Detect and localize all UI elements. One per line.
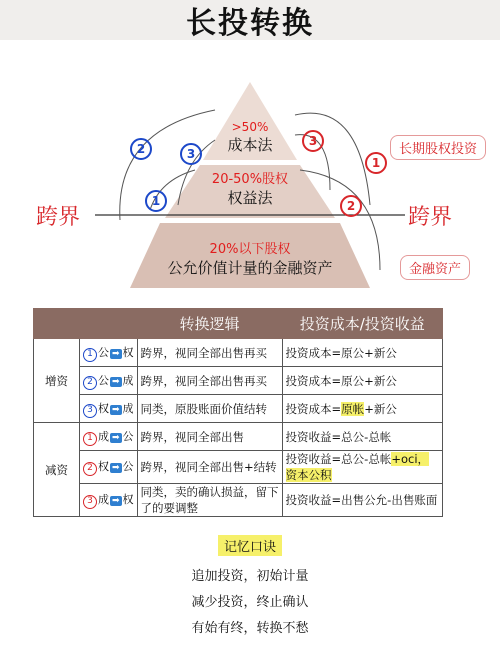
dir-cell: [80, 367, 138, 395]
row-num: 2: [83, 462, 97, 476]
logic-cell: 跨界，视同全部出售: [137, 423, 282, 451]
table-row: [34, 451, 443, 484]
logic-cell: 跨界，视同全部出售+结转: [137, 451, 282, 484]
arrow-right-icon: ➡: [112, 496, 120, 506]
arrow-right-icon: ➡: [112, 463, 120, 473]
from: 公: [98, 373, 109, 387]
result-pre: 投资成本=: [285, 401, 342, 416]
pyramid-top-text: [140, 120, 360, 155]
logic-cell: 跨界，视同全部出售再买: [137, 339, 282, 367]
dir-cell: [80, 395, 138, 423]
circle-num-blue-3: 3: [180, 143, 202, 165]
result-highlight: 原帐: [341, 401, 365, 416]
result-cell: 投资收益=总公-总帐: [282, 423, 442, 451]
memo-line: 减少投资，终止确认: [191, 595, 309, 610]
cross-label-left: 跨界: [36, 205, 81, 230]
dir-cell: [80, 451, 138, 484]
from: 公: [98, 345, 109, 359]
title-bar: [0, 0, 500, 40]
result-post: +新公: [364, 401, 397, 416]
lt-equity-label: 长期股权投资: [390, 135, 486, 160]
table-row: [34, 395, 443, 423]
result-cell: [282, 395, 442, 423]
from: 权: [98, 460, 109, 473]
pyramid-bottom-text: [140, 238, 360, 278]
to: 公: [122, 460, 134, 473]
header-result: 投资成本/投资收益: [282, 309, 442, 339]
header-blank: [34, 309, 138, 339]
to: 成: [122, 373, 134, 387]
dir-cell: [80, 484, 138, 517]
page-title: 长投转换: [186, 6, 314, 41]
result-cell: 投资成本=原公+新公: [282, 367, 442, 395]
dir-cell: [80, 423, 138, 451]
row-num: 2: [83, 376, 97, 390]
group-increase: 增资: [34, 339, 80, 423]
arrow-right-icon: ➡: [112, 376, 120, 387]
memo-line: 追加投资，初始计量: [191, 569, 309, 584]
result-cell: 投资收益=出售公允-出售账面: [282, 484, 442, 517]
memo-title: 记忆口诀: [218, 535, 282, 556]
top-method: 成本法: [227, 136, 273, 154]
result-cell: [282, 451, 442, 484]
top-pct: >50%: [231, 120, 269, 134]
table-row: [34, 423, 443, 451]
conversion-table: [33, 308, 443, 517]
logic-cell: 同类，原股账面价值结转: [137, 395, 282, 423]
circle-num-blue-1: 1: [145, 190, 167, 212]
row-num: 1: [83, 348, 97, 362]
result-pre: 投资收益=总公-总帐: [285, 452, 392, 466]
from: 成: [98, 493, 109, 506]
cross-label-right: 跨界: [408, 205, 453, 230]
from: 权: [98, 401, 109, 415]
result-cell: 投资成本=原公+新公: [282, 339, 442, 367]
table-row: [34, 367, 443, 395]
header-logic: 转换逻辑: [137, 309, 282, 339]
circle-num-red-2: 2: [340, 195, 362, 217]
result-highlight: +oci，资本公积: [285, 452, 430, 482]
circle-num-red-3: 3: [302, 130, 324, 152]
table-row: [34, 339, 443, 367]
table-header-row: [34, 309, 443, 339]
to: 成: [122, 401, 134, 415]
arrow-right-icon: ➡: [112, 432, 120, 443]
pyramid-mid-text: [140, 168, 360, 208]
pyramid-diagram: [0, 40, 500, 300]
bottom-method: 公允价值计量的金融资产: [167, 259, 333, 277]
to: 公: [122, 429, 134, 443]
mid-pct: 20-50%股权: [211, 172, 289, 187]
group-decrease: 减资: [34, 423, 80, 517]
memo-line: 有始有终，转换不愁: [191, 621, 309, 636]
logic-cell: 同类，卖的确认损益，留下了的要调整: [137, 484, 282, 517]
mid-method: 权益法: [227, 189, 273, 207]
circle-num-red-1: 1: [365, 152, 387, 174]
to: 权: [122, 345, 134, 359]
row-num: 1: [83, 432, 97, 446]
arrow-right-icon: ➡: [112, 348, 120, 359]
fin-asset-label: 金融资产: [400, 255, 470, 280]
dir-cell: [80, 339, 138, 367]
row-num: 3: [83, 495, 97, 509]
arrow-right-icon: ➡: [112, 404, 120, 415]
table-row: [34, 484, 443, 517]
to: 权: [122, 493, 134, 506]
logic-cell: 跨界，视同全部出售再买: [137, 367, 282, 395]
row-num: 3: [83, 404, 97, 418]
circle-num-blue-2: 2: [130, 138, 152, 160]
from: 成: [98, 429, 109, 443]
bottom-pct: 20%以下股权: [209, 242, 291, 257]
memo-section: [0, 535, 500, 642]
